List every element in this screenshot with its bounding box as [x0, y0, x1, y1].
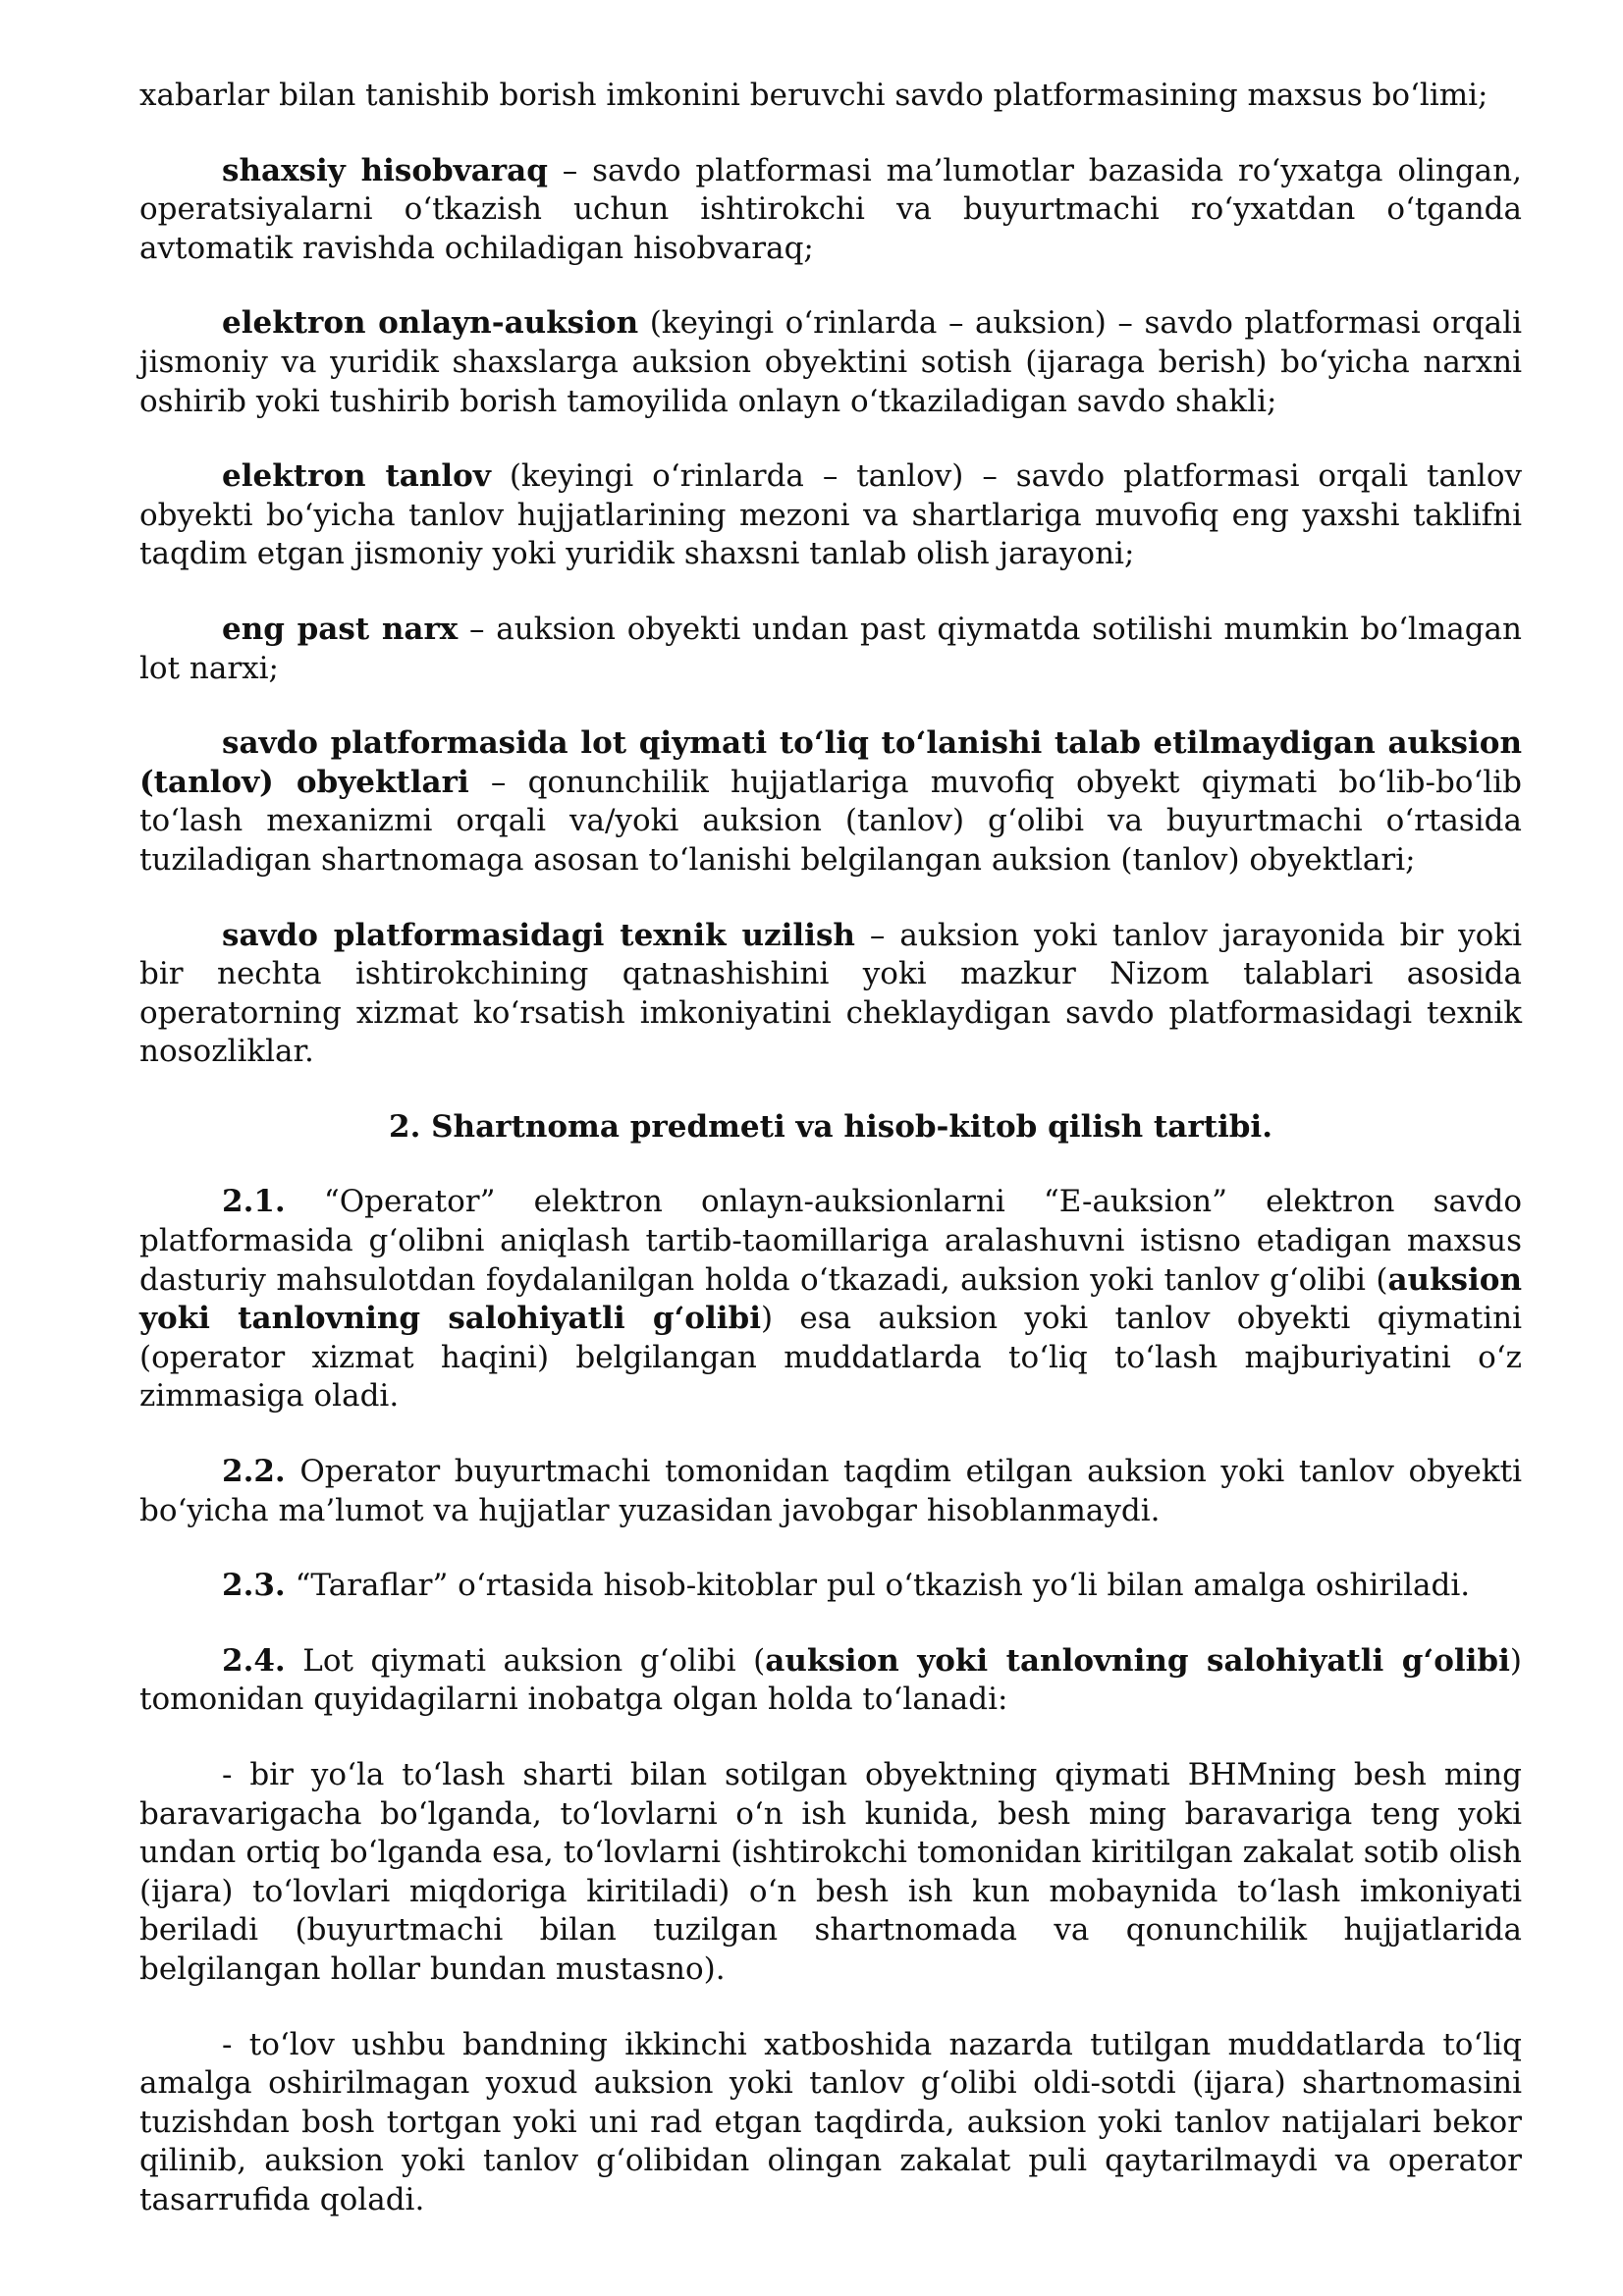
bullet-item: [139, 1756, 1522, 1990]
clause-2-3: [139, 1567, 1522, 1606]
definition-text: – auksion obyekti undan past qiymatda sotilishi mumkin bo‘lmagan lot narxi;: [139, 611, 1523, 686]
clause-text: “Operator” elektron onlayn-auksionlarni “E-auksion” elektron savdo platformasida g‘olibni aniqlash tartib-taomillariga aralashuvni istisno etadigan maxsus dasturiy mahsulotdan foydalanilgan holda o‘tkazadi, auksion yoki tanlov g‘olibi (: [139, 1184, 1522, 1298]
definition-electronic-tender: [139, 457, 1522, 574]
definition-term: savdo platformasida lot qiymati to‘liq to‘lanishi talab etilmaydigan auksion (tanlov) obyektlari: [139, 725, 1522, 800]
definition-personal-account: [139, 152, 1522, 269]
section-heading: 2. Shartnoma predmeti va hisob-kitob qilish tartibi.: [389, 1108, 1272, 1145]
paragraph-continuation: [139, 77, 1522, 116]
definition-partial-payment-objects: [139, 724, 1522, 880]
definition-online-auction: [139, 304, 1522, 421]
bullet-item: [139, 2026, 1522, 2220]
clause-bold-text: auksion yoki tanlovning salohiyatli g‘olibi: [139, 1261, 1522, 1337]
clause-number: 2.1.: [222, 1184, 286, 1220]
definition-text: (keyingi o‘rinlarda – auksion) – savdo platformasi orqali jismoniy va yuridik shaxslarga auksion obyektini sotish (ijaraga berish) bo‘yicha narxni oshirib yoki tushirib borish tamoyilida onlayn o‘tkaziladigan savdo shakli;: [139, 305, 1522, 419]
definition-text: – savdo platformasi ma’lumotlar bazasida ro‘yxatga olingan, operatsiyalarni o‘tkazish uchun ishtirokchi va buyurtmachi ro‘yxatdan o‘tganda avtomatik ravishda ochiladigan hisobvaraq;: [139, 152, 1522, 266]
clause-2-4: [139, 1642, 1522, 1720]
definition-lowest-price: [139, 611, 1522, 688]
definition-term: eng past narx: [222, 611, 459, 647]
clause-number: 2.2.: [222, 1454, 286, 1490]
definition-term: elektron onlayn-auksion: [222, 305, 639, 342]
definition-term: shaxsiy hisobvaraq: [222, 152, 548, 188]
definition-term: elektron tanlov: [222, 458, 491, 495]
clause-text: ) esa auksion yoki tanlov obyekti qiymatini (operator xizmat haqini) belgilangan muddatlarda to‘liq to‘lash majburiyatini o‘z zimmasiga oladi.: [139, 1301, 1522, 1415]
clause-text: “Taraflar” o‘rtasida hisob-kitoblar pul o‘tkazish yo‘li bilan amalga oshiriladi.: [285, 1568, 1471, 1604]
clause-text: ) tomonidan quyidagilarni inobatga olgan holda to‘lanadi:: [139, 1642, 1522, 1718]
clause-number: 2.4.: [222, 1642, 286, 1679]
definition-term: savdo platformasidagi texnik uzilish: [222, 917, 855, 953]
definition-text: (keyingi o‘rinlarda – tanlov) – savdo platformasi orqali tanlov obyekti bo‘yicha tanlov hujjatlarining mezoni va shartlariga muvofiq eng yaxshi taklifni taqdim etgan jismoniy yoki yuridik shaxsni tanlab olish jarayoni;: [139, 458, 1523, 572]
clause-2-1: [139, 1183, 1522, 1416]
paragraph-text: xabarlar bilan tanishib borish imkonini beruvchi savdo platformasining maxsus bo‘limi;: [139, 78, 1488, 113]
clause-text: Operator buyurtmachi tomonidan taqdim etilgan auksion yoki tanlov obyekti bo‘yicha ma’lumot va hujjatlar yuzasidan javobgar hisoblanmaydi.: [139, 1454, 1522, 1528]
definition-text: – qonunchilik hujjatlariga muvofiq obyekt qiymati bo‘lib-bo‘lib to‘lash mexanizmi orqali va/yoki auksion (tanlov) g‘olibi va buyurtmachi o‘rtasida tuziladigan shartnomaga asosan to‘lanishi belgilangan auksion (tanlov) obyektlari;: [139, 764, 1522, 878]
clause-bold-text: auksion yoki tanlovning salohiyatli g‘olibi: [765, 1642, 1510, 1679]
document-page: [139, 77, 1522, 2257]
clause-2-2: [139, 1453, 1522, 1530]
definition-text: – auksion yoki tanlov jarayonida bir yoki bir nechta ishtirokchining qatnashishini yoki mazkur Nizom talablari asosida operatorning xizmat ko‘rsatish imkoniyatini cheklaydigan savdo platformasidagi texnik nosozliklar.: [139, 917, 1522, 1070]
clause-text: Lot qiymati auksion g‘olibi (: [285, 1642, 766, 1679]
bullet-text: - to‘lov ushbu bandning ikkinchi xatboshida nazarda tutilgan muddatlarda to‘liq amalga oshirilmagan yoxud auksion yoki tanlov g‘olibi oldi-sotdi (ijara) shartnomasini tuzishdan bosh tortgan yoki uni rad etgan taqdirda, auksion yoki tanlov natijalari bekor qilinib, auksion yoki tanlov g‘olibidan olingan zakalat puli qaytarilmaydi va operator tasarrufida qoladi.: [139, 2026, 1522, 2217]
bullet-text: - bir yo‘la to‘lash sharti bilan sotilgan obyektning qiymati BHMning besh ming baravarigacha bo‘lganda, to‘lovlarni o‘n ish kunida, besh ming baravariga teng yoki undan ortiq bo‘lganda esa, to‘lovlarni (ishtirokchi tomonidan kiritilgan zakalat sotib olish (ijara) to‘lovlari miqdoriga kiritiladi) o‘n besh ish kun mobaynida to‘lash imkoniyati beriladi (buyurtmachi bilan tuzilgan shartnomada va qonunchilik hujjatlarida belgilangan hollar bundan mustasno).: [139, 1757, 1522, 1987]
definition-technical-failure: [139, 917, 1522, 1072]
clause-number: 2.3.: [222, 1568, 286, 1604]
